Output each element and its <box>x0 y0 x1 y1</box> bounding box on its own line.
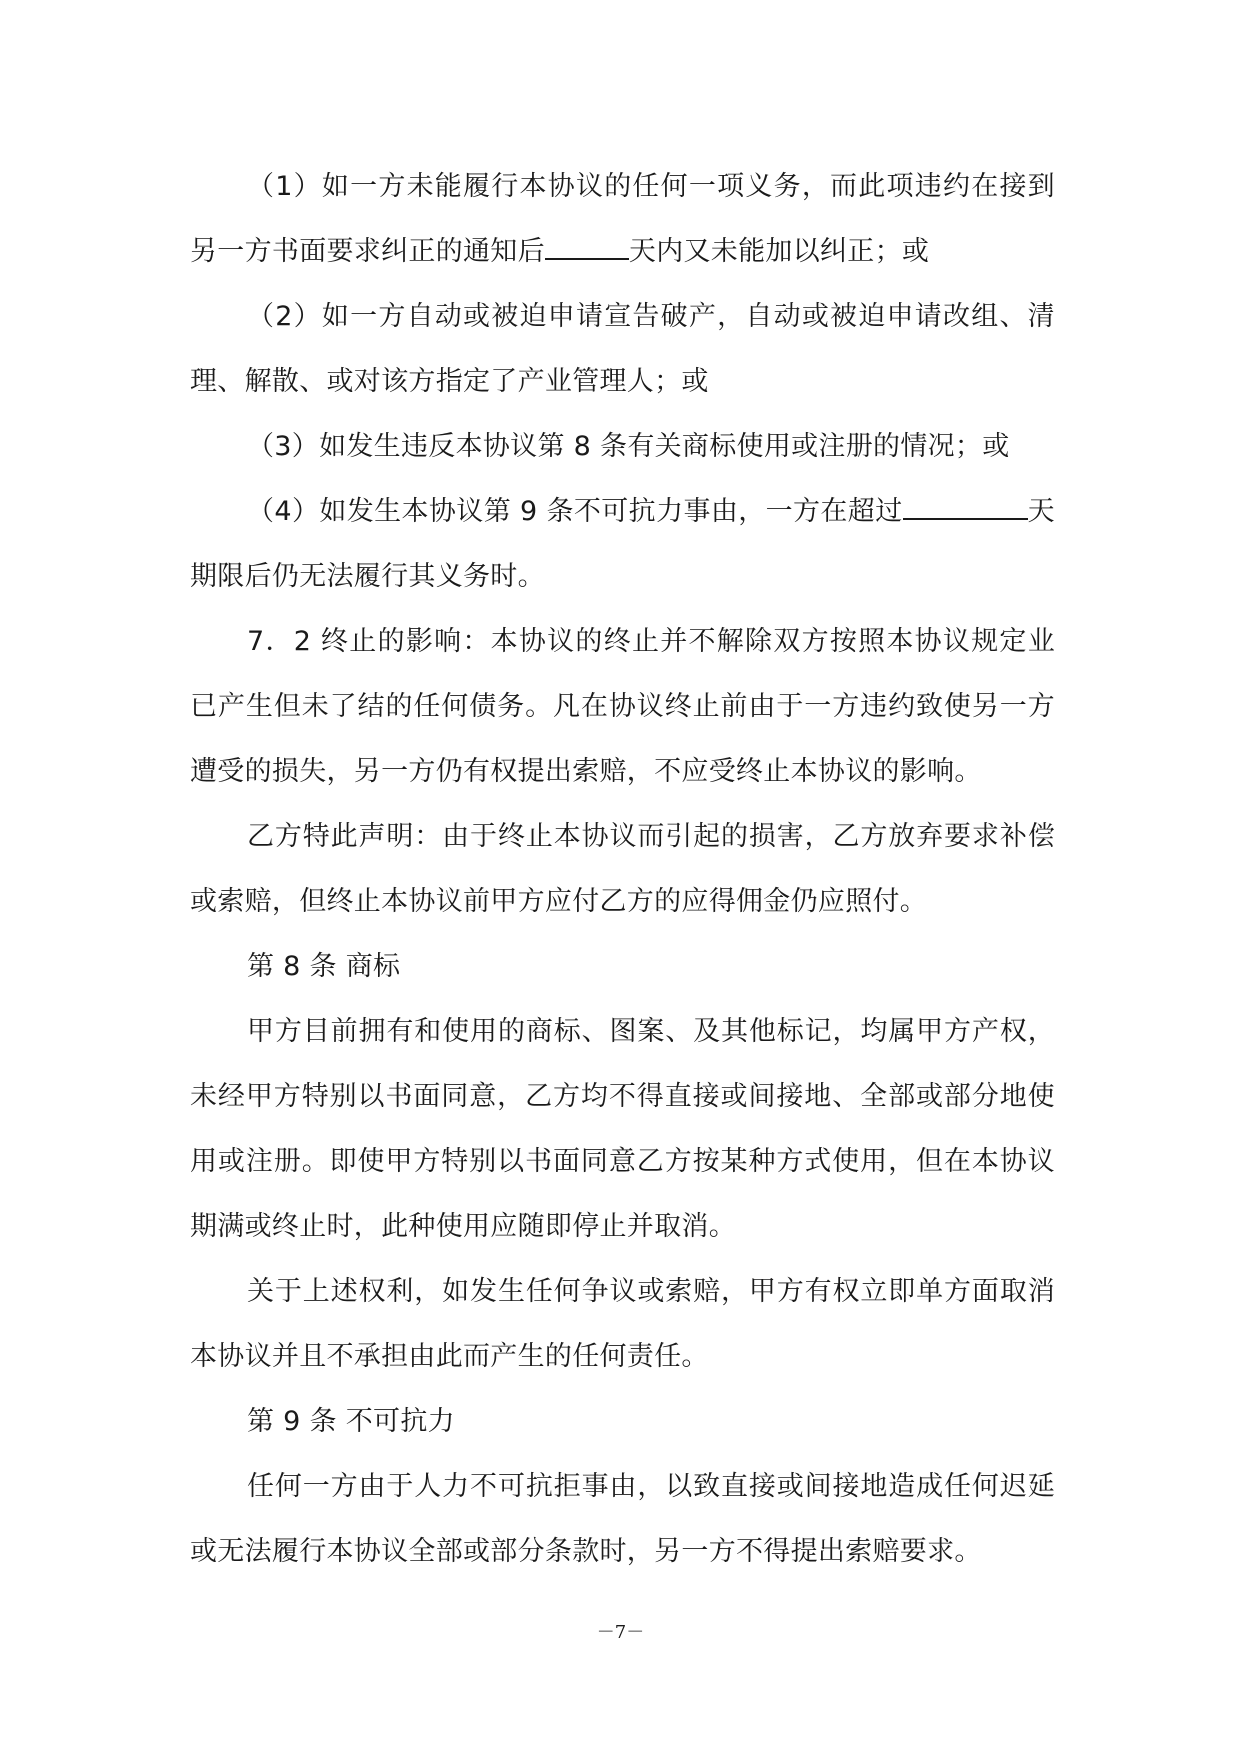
fill-in-blank-days <box>545 236 629 260</box>
fill-in-blank-days <box>903 496 1028 520</box>
clause-text-continued: 天内又未能加以纠正；或 <box>628 236 930 267</box>
clause-text: （1）如一方未能履行本协议的任何一项义务，而此项违约在接到另一方书面要求纠正的通知后 <box>190 171 1055 267</box>
clause-7-1-item-1 <box>190 154 1055 284</box>
article-8-dispute-clause: 关于上述权利，如发生任何争议或索赔，甲方有权立即单方面取消本协议并且不承担由此而产生的任何责任。 <box>190 1276 1055 1372</box>
clause-text: （4）如发生本协议第 9 条不可抗力事由，一方在超过 <box>247 496 903 527</box>
clause-7-2-termination-effect: 7．2 终止的影响：本协议的终止并不解除双方按照本协议规定业已产生但未了结的任何债务。凡在协议终止前由于一方违约致使另一方遭受的损失，另一方仍有权提出索赔，不应受终止本协议的影响。 <box>190 626 1055 787</box>
clause-7-1-item-4 <box>190 479 1055 609</box>
page-number: －7－ <box>596 1622 645 1643</box>
document-body <box>190 154 1055 1584</box>
clause-7-1-item-2: （2）如一方自动或被迫申请宣告破产，自动或被迫申请改组、清理、解散、或对该方指定了产业管理人；或 <box>190 301 1055 397</box>
article-9-force-majeure-clause: 任何一方由于人力不可抗拒事由，以致直接或间接地造成任何迟延或无法履行本协议全部或部分条款时，另一方不得提出索赔要求。 <box>190 1471 1055 1567</box>
article-8-heading: 第 8 条 商标 <box>247 951 401 982</box>
clause-text-continued: 天期限后仍无法履行其义务时。 <box>190 496 1055 592</box>
article-8-trademark-clause: 甲方目前拥有和使用的商标、图案、及其他标记，均属甲方产权，未经甲方特别以书面同意，乙方均不得直接或间接地、全部或部分地使用或注册。即使甲方特别以书面同意乙方按某种方式使用，但在本协议期满或终止时，此种使用应随即停止并取消。 <box>190 1016 1055 1242</box>
clause-7-1-item-3: （3）如发生违反本协议第 8 条有关商标使用或注册的情况；或 <box>247 431 1010 462</box>
party-b-declaration: 乙方特此声明：由于终止本协议而引起的损害，乙方放弃要求补偿或索赔，但终止本协议前甲方应付乙方的应得佣金仍应照付。 <box>190 821 1055 917</box>
article-9-heading: 第 9 条 不可抗力 <box>247 1406 455 1437</box>
